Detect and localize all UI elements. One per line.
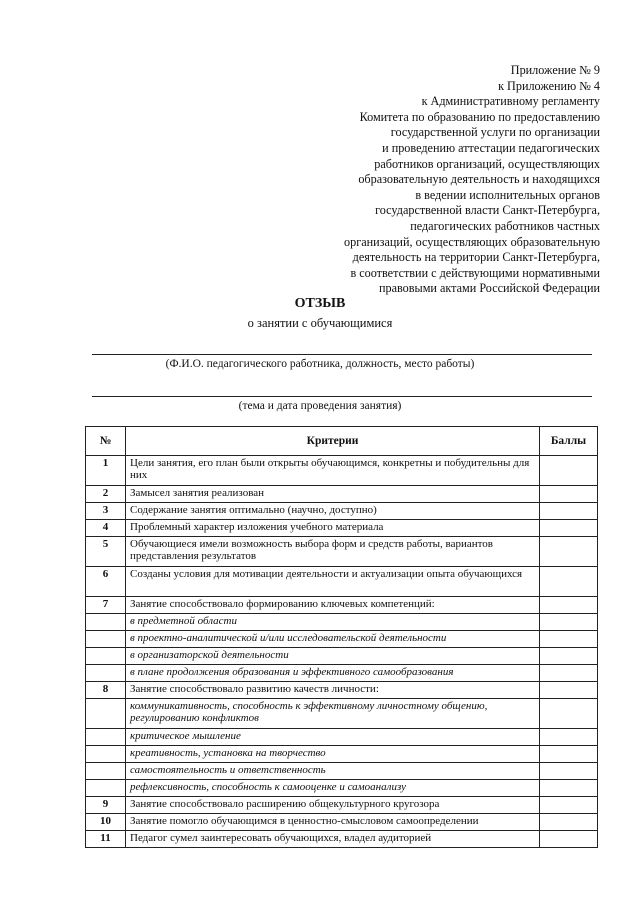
row-criterion-sub: критическое мышление xyxy=(126,729,540,746)
row-criterion: Содержание занятия оптимально (научно, доступно) xyxy=(126,503,540,520)
table-row xyxy=(86,631,598,648)
table-row xyxy=(86,831,598,848)
score-cell[interactable] xyxy=(540,780,598,797)
score-cell[interactable] xyxy=(540,520,598,537)
header-line: педагогических работников частных xyxy=(410,218,600,233)
table-row xyxy=(86,665,598,682)
score-cell[interactable] xyxy=(540,797,598,814)
topic-fill-line[interactable] xyxy=(92,396,592,397)
table-row xyxy=(86,729,598,746)
table-row xyxy=(86,614,598,631)
table-row xyxy=(86,814,598,831)
row-criterion: Занятие способствовало развитию качеств личности: xyxy=(126,682,540,699)
header-line: правовыми актами Российской Федерации xyxy=(378,281,600,296)
row-num: 4 xyxy=(86,520,126,537)
row-num xyxy=(86,699,126,729)
header-line: в соответствии с действующими нормативными xyxy=(350,265,600,280)
table-row xyxy=(86,780,598,797)
document-subtitle: о занятии с обучающимися xyxy=(247,316,393,330)
row-num xyxy=(86,631,126,648)
table-row xyxy=(86,520,598,537)
score-cell[interactable] xyxy=(540,503,598,520)
row-criterion-sub: в организаторской деятельности xyxy=(126,648,540,665)
appendix-header xyxy=(280,63,600,297)
score-cell[interactable] xyxy=(540,729,598,746)
row-criterion-sub: креативность, установка на творчество xyxy=(126,746,540,763)
table-row xyxy=(86,682,598,699)
header-num: № xyxy=(86,427,126,456)
row-criterion: Занятие способствовало формированию ключевых компетенций: xyxy=(126,597,540,614)
score-cell[interactable] xyxy=(540,648,598,665)
score-cell[interactable] xyxy=(540,831,598,848)
header-line: к Административному регламенту xyxy=(421,94,600,109)
header-line: Приложение № 9 xyxy=(510,63,600,77)
teacher-fill-line[interactable] xyxy=(92,354,592,355)
row-num xyxy=(86,648,126,665)
header-score: Баллы xyxy=(540,427,598,456)
row-criterion: Цели занятия, его план были открыты обучающимся, конкретны и побудительны для них xyxy=(126,456,540,486)
row-num xyxy=(86,614,126,631)
row-criterion-sub: коммуникативность, способность к эффективному личностному общению, регулированию конфликтов xyxy=(126,699,540,729)
row-criterion: Обучающиеся имели возможность выбора форм и средств работы, вариантов представления результатов xyxy=(126,537,540,567)
score-cell[interactable] xyxy=(540,814,598,831)
row-criterion: Занятие способствовало расширению общекультурного кругозора xyxy=(126,797,540,814)
row-num: 11 xyxy=(86,831,126,848)
row-criterion: Педагог сумел заинтересовать обучающихся, владел аудиторией xyxy=(126,831,540,848)
row-num xyxy=(86,729,126,746)
teacher-caption: (Ф.И.О. педагогического работника, должность, место работы) xyxy=(165,358,475,370)
table-row xyxy=(86,797,598,814)
score-cell[interactable] xyxy=(540,763,598,780)
score-cell[interactable] xyxy=(540,486,598,503)
header-line: государственной услуги по организации xyxy=(390,125,600,140)
score-cell[interactable] xyxy=(540,631,598,648)
row-criterion: Замысел занятия реализован xyxy=(126,486,540,503)
score-cell[interactable] xyxy=(540,597,598,614)
table-row xyxy=(86,746,598,763)
score-cell[interactable] xyxy=(540,746,598,763)
score-cell[interactable] xyxy=(540,456,598,486)
header-line: образовательную деятельность и находящихся xyxy=(358,172,600,187)
row-num: 3 xyxy=(86,503,126,520)
row-num: 2 xyxy=(86,486,126,503)
score-cell[interactable] xyxy=(540,567,598,597)
table-row xyxy=(86,699,598,729)
header-line: организаций, осуществляющих образовательную xyxy=(344,234,600,249)
row-num: 7 xyxy=(86,597,126,614)
table-row xyxy=(86,597,598,614)
header-line: деятельность на территории Санкт-Петербурга, xyxy=(352,250,600,265)
header-line: государственной власти Санкт-Петербурга, xyxy=(375,203,600,218)
table-header-row xyxy=(86,427,598,456)
row-criterion: Созданы условия для мотивации деятельности и актуализации опыта обучающихся xyxy=(126,567,540,597)
row-num: 10 xyxy=(86,814,126,831)
row-num: 8 xyxy=(86,682,126,699)
score-cell[interactable] xyxy=(540,665,598,682)
header-criteria: Критерии xyxy=(126,427,540,456)
table-row xyxy=(86,648,598,665)
header-line: в ведении исполнительных органов xyxy=(415,187,600,202)
row-criterion-sub: самостоятельность и ответственность xyxy=(126,763,540,780)
document-title: ОТЗЫВ xyxy=(294,296,346,311)
table-row xyxy=(86,567,598,597)
row-criterion-sub: в проектно-аналитической и/или исследовательской деятельности xyxy=(126,631,540,648)
table-row xyxy=(86,763,598,780)
row-num: 5 xyxy=(86,537,126,567)
topic-caption: (тема и дата проведения занятия) xyxy=(238,400,402,412)
row-num xyxy=(86,763,126,780)
header-line: к Приложению № 4 xyxy=(498,78,600,93)
row-num: 1 xyxy=(86,456,126,486)
table-row xyxy=(86,537,598,567)
score-cell[interactable] xyxy=(540,614,598,631)
header-line: работников организаций, осуществляющих xyxy=(374,156,600,171)
header-line: Комитета по образованию по предоставлению xyxy=(359,109,600,124)
row-criterion: Проблемный характер изложения учебного материала xyxy=(126,520,540,537)
row-criterion-sub: в предметной области xyxy=(126,614,540,631)
table-row xyxy=(86,456,598,486)
row-criterion: Занятие помогло обучающимся в ценностно-смысловом самоопределении xyxy=(126,814,540,831)
row-num xyxy=(86,665,126,682)
score-cell[interactable] xyxy=(540,699,598,729)
row-num xyxy=(86,780,126,797)
header-line: и проведению аттестации педагогических xyxy=(382,140,600,155)
row-num: 6 xyxy=(86,567,126,597)
score-cell[interactable] xyxy=(540,682,598,699)
table-row xyxy=(86,486,598,503)
table-row xyxy=(86,503,598,520)
row-criterion-sub: рефлексивность, способность к самооценке и самоанализу xyxy=(126,780,540,797)
row-criterion-sub: в плане продолжения образования и эффективного самообразования xyxy=(126,665,540,682)
score-cell[interactable] xyxy=(540,537,598,567)
criteria-table xyxy=(85,426,598,848)
row-num xyxy=(86,746,126,763)
row-num: 9 xyxy=(86,797,126,814)
